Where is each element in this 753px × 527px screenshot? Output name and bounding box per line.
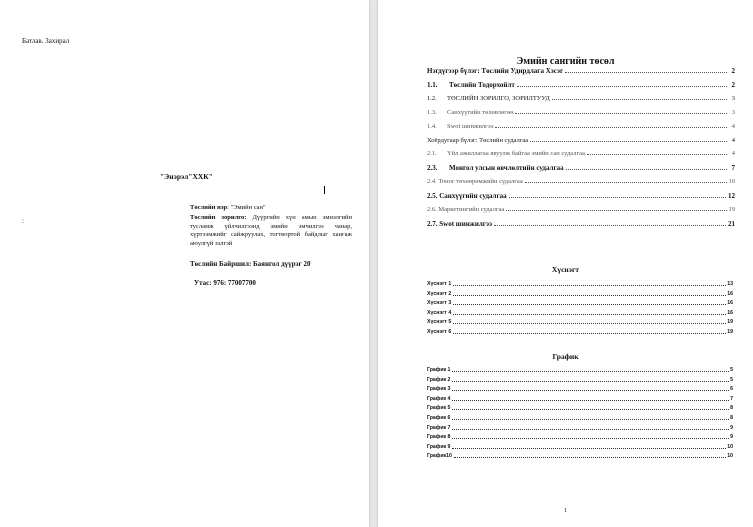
toc-entry-page: 3: [731, 95, 735, 102]
dot-leader: [454, 456, 726, 458]
graph-list-entry-page: 8: [730, 415, 733, 421]
dot-leader: [552, 98, 727, 100]
dot-leader: [452, 389, 729, 391]
toc-entry-title: Монгол улсын өвчлөлтийн судалгаа: [449, 164, 564, 172]
toc-entry-title: Нэгдүгээр бүлэг: Төслийн Удирдлага Хэсэг: [427, 67, 564, 75]
graph-list-entry[interactable]: [427, 367, 733, 373]
table-list-entry-page: 19: [727, 329, 733, 335]
project-goal-label: Төслийн зорилго:: [190, 214, 247, 221]
toc-entry-title: Үйл ажиллагаа явуулж байгаа эмийн сан судалгаа: [447, 150, 585, 157]
project-location: Төслийн Байршил: Баянгол дүүрэг 20: [190, 260, 311, 268]
toc-entry[interactable]: [427, 123, 735, 130]
toc-entry[interactable]: [427, 67, 735, 75]
table-list-entry-page: 19: [727, 319, 733, 326]
table-list-entry-label: Хүснэгт 2: [427, 290, 452, 297]
dot-leader: [530, 140, 727, 142]
toc-entry-page: 10: [728, 178, 735, 185]
table-list-entry[interactable]: [427, 310, 733, 316]
table-list-entry[interactable]: [427, 329, 733, 335]
toc-entry-number: 2.1.: [427, 150, 437, 157]
table-list-entry[interactable]: [427, 291, 733, 297]
table-list-entry-label: Хүснэгт 5: [427, 319, 452, 326]
dot-leader: [452, 399, 729, 401]
graph-list-entry-page: 9: [730, 424, 733, 431]
graph-list-entry[interactable]: [427, 434, 733, 440]
toc-entry-page: 7: [731, 164, 735, 172]
dot-leader: [452, 370, 729, 372]
toc-entry-title: Swot шинжилгээ: [447, 123, 494, 130]
graph-list-entry-label: График 8: [427, 434, 451, 441]
graph-list-entry[interactable]: [427, 425, 733, 431]
dot-leader: [509, 196, 726, 198]
graph-list-entry-label: График 4: [427, 395, 451, 402]
graph-list-entry-label: График 7: [427, 424, 451, 431]
toc-entry[interactable]: [427, 150, 735, 157]
toc-entry-number: 1.2.: [427, 95, 437, 102]
toc-entry-title: 2.7. Swot шинжилгээ: [427, 220, 493, 228]
graph-list-entry-page: 8: [730, 405, 733, 412]
table-list-entry[interactable]: [427, 281, 733, 287]
company-name: "Энэрэл"ХХК": [160, 172, 213, 181]
dot-leader: [453, 294, 726, 296]
graphs-list-title: График: [552, 352, 579, 361]
table-list-entry-label: Хүснэгт 1: [427, 281, 452, 287]
toc-entry-title: 2.6. Маркетингийн судалгаа: [427, 206, 505, 213]
toc-entry-page: 4: [731, 137, 735, 144]
table-list-entry-page: 16: [727, 290, 733, 297]
dot-leader: [587, 153, 727, 155]
graph-list-entry-label: График 1: [427, 367, 451, 373]
table-list-entry-label: Хүснэгт 6: [427, 329, 452, 335]
graph-list-entry-label: График 6: [427, 415, 451, 421]
table-list-entry-page: 16: [727, 300, 733, 307]
dot-leader: [566, 168, 727, 170]
graph-list-entry-label: График10: [427, 453, 452, 460]
dot-leader: [453, 284, 726, 286]
graph-list-entry-label: График 2: [427, 376, 451, 383]
toc-entry-page: 12: [728, 192, 735, 200]
project-phone: Утас: 976: 77007700: [194, 279, 256, 287]
toc-entry[interactable]: [427, 81, 735, 89]
graph-list-entry[interactable]: [427, 386, 733, 392]
graph-list-entry-label: График 5: [427, 405, 451, 412]
toc-entry-title: 2.4. Тоног төхөөрөмжийн судалгаа: [427, 178, 523, 185]
document-page-left[interactable]: [0, 0, 369, 527]
toc-entry-page: 4: [731, 123, 735, 130]
toc-entry-number: 2.3.: [427, 164, 438, 172]
approval-header: Батлав. Захирал: [22, 37, 70, 45]
dot-leader: [453, 313, 726, 315]
graph-list-entry-page: 10: [727, 443, 733, 450]
toc-entry[interactable]: [427, 109, 735, 116]
toc-entry[interactable]: [427, 192, 735, 200]
toc-entry-number: 1.3.: [427, 109, 437, 116]
dot-leader: [494, 224, 726, 226]
toc-entry[interactable]: [427, 178, 735, 185]
graph-list-entry-label: График 3: [427, 386, 451, 393]
dot-leader: [525, 181, 727, 183]
graph-list-entry[interactable]: [427, 415, 733, 421]
project-name-label: Төслийн нэр: [190, 204, 228, 211]
project-goal: [190, 214, 352, 248]
graph-list-entry-page: 5: [730, 376, 733, 383]
toc-entry-page: 19: [728, 206, 735, 213]
dot-leader: [453, 332, 726, 334]
graph-list-entry[interactable]: [427, 405, 733, 411]
graph-list-entry-page: 10: [727, 453, 733, 460]
dot-leader: [452, 380, 729, 382]
toc-entry-page: 4: [731, 150, 735, 157]
dot-leader: [506, 209, 726, 211]
toc-entry-title: 2.5. Санхүүгийн судалгаа: [427, 192, 507, 200]
dot-leader: [453, 322, 726, 324]
page-number: 1: [564, 508, 567, 514]
graph-list-entry-page: 5: [730, 367, 733, 373]
project-name: [190, 204, 352, 213]
toc-entry-number: 1.4.: [427, 123, 437, 130]
toc-entry[interactable]: [427, 164, 735, 172]
table-list-entry-page: 16: [727, 309, 733, 316]
toc-entry-page: 2: [731, 81, 735, 89]
toc-entry-page: 3: [731, 109, 735, 116]
dot-leader: [515, 112, 727, 114]
table-list-entry-label: Хүснэгт 3: [427, 300, 452, 307]
toc-entry-title: Хоёрдугаар бүлэг: Төслийн судалгаа: [427, 137, 529, 144]
toc-entry[interactable]: [427, 220, 735, 228]
table-list-entry-page: 13: [727, 281, 733, 287]
toc-entry[interactable]: [427, 137, 735, 144]
dot-leader: [452, 447, 726, 449]
table-list-entry[interactable]: [427, 300, 733, 306]
document-page-right[interactable]: [378, 0, 753, 527]
toc-entry-page: 2: [731, 67, 735, 75]
stray-mark: :: [22, 217, 24, 225]
dot-leader: [452, 428, 729, 430]
graph-list-entry[interactable]: [427, 377, 733, 383]
document-title: Эмийн сангийн төсөл: [516, 56, 615, 67]
dot-leader: [517, 85, 727, 87]
dot-leader: [495, 126, 727, 128]
table-list-entry-label: Хүснэгт 4: [427, 309, 452, 316]
graph-list-entry[interactable]: [427, 444, 733, 450]
toc-entry[interactable]: [427, 95, 735, 102]
dot-leader: [452, 437, 729, 439]
project-goal-value: Дүүргийн хүн амын эмнэлгийн тусламж үйлчилгээнд эмийн эмчилгээ чанар, хүртээмжийг сайжруулах, тогтвортой байдлыг хангаж аюулгүй зэлгэй: [190, 214, 352, 247]
graph-list-entry[interactable]: [427, 453, 733, 459]
toc-entry-title: Санхүүгийн төлөвлөгөө: [447, 109, 514, 116]
toc-entry-title: Төслийн Тодорхойлт: [449, 81, 515, 89]
graph-list-entry-page: 6: [730, 386, 733, 393]
dot-leader: [452, 418, 729, 420]
dot-leader: [453, 303, 726, 305]
dot-leader: [565, 71, 727, 73]
tables-list-title: Хүснэгт: [551, 265, 580, 274]
table-list-entry[interactable]: [427, 319, 733, 325]
toc-entry-page: 21: [728, 220, 735, 228]
graph-list-entry[interactable]: [427, 396, 733, 402]
text-cursor: [324, 186, 325, 194]
toc-entry-number: 1.1.: [427, 81, 438, 89]
toc-entry[interactable]: [427, 206, 735, 213]
toc-entry-title: ТӨСЛИЙН ЗОРИЛГО, ЗОРИЛТУУД: [447, 95, 550, 102]
graph-list-entry-label: График 9: [427, 443, 451, 450]
graph-list-entry-page: 9: [730, 434, 733, 441]
project-name-value: : "Эмийн сан": [227, 204, 266, 211]
dot-leader: [452, 408, 729, 410]
graph-list-entry-page: 7: [730, 395, 733, 402]
